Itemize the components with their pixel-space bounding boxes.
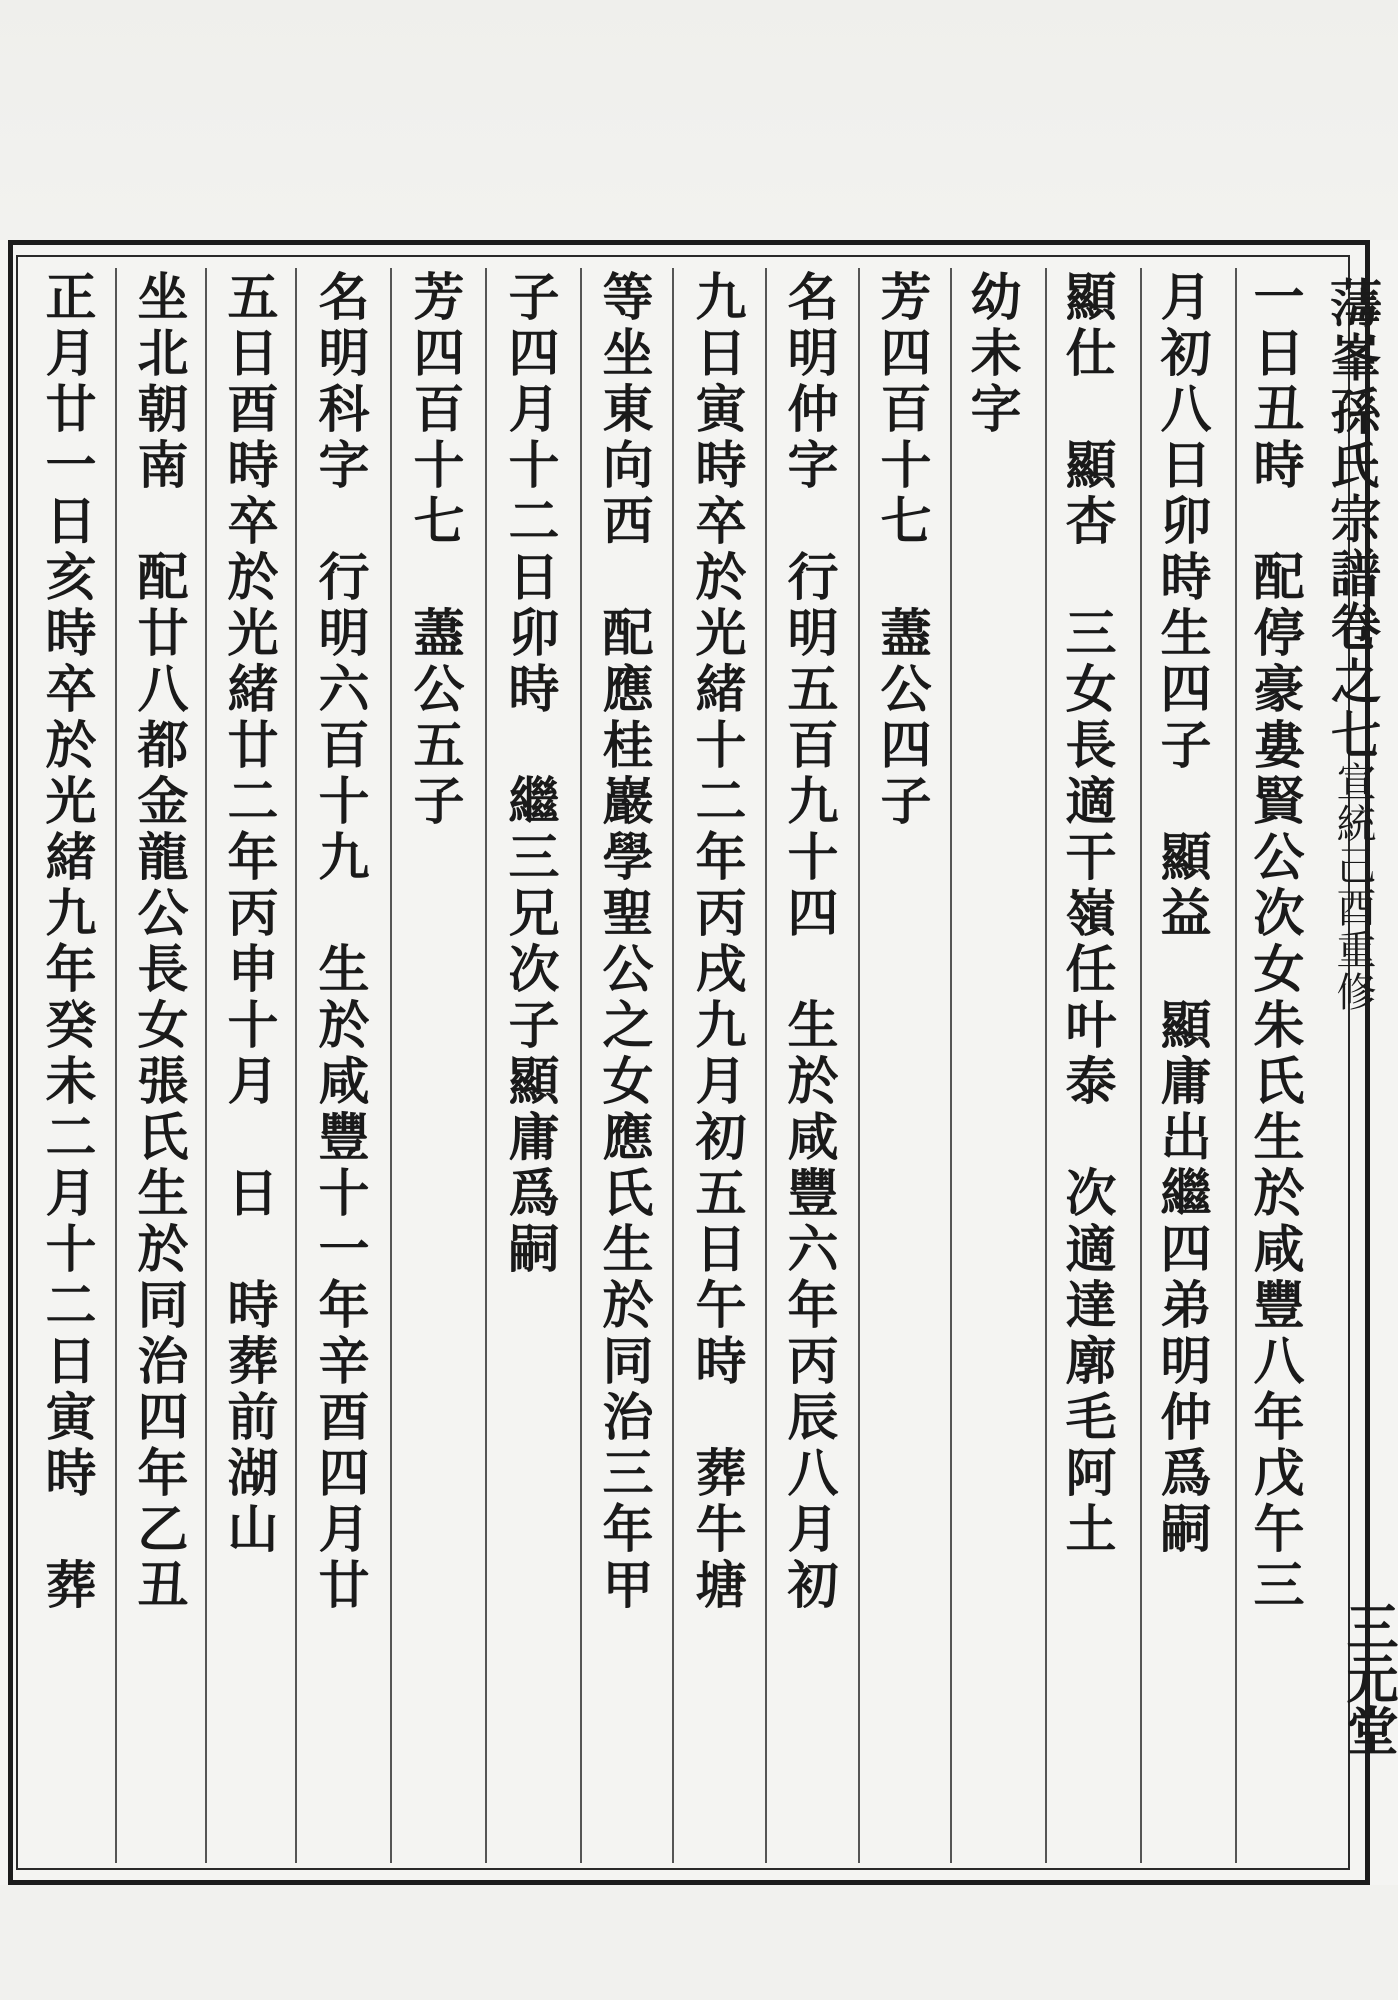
text-column-1: 一日丑時 配停豪婁賢公次女朱氏生於咸豐八年戊午三 [1244, 270, 1304, 1614]
column-rule [580, 268, 582, 1863]
text-column-7: 九日寅時卒於光緒十二年丙戌九月初五日午時 葬牛塘 [686, 270, 746, 1614]
column-rule [950, 268, 952, 1863]
column-rule [485, 268, 487, 1863]
column-rule [1235, 268, 1237, 1863]
text-column-8: 等坐東向西 配應桂巖學聖公之女應氏生於同治三年甲 [593, 270, 653, 1614]
column-rule [672, 268, 674, 1863]
column-rule [390, 268, 392, 1863]
text-column-3: 顯仕 顯杏 三女長適干嶺任叶泰 次適達廓毛阿土 [1056, 270, 1116, 1558]
text-column-13: 坐北朝南 配廿八都金龍公長女張氏生於同治四年乙丑 [128, 270, 188, 1614]
column-rule [1045, 268, 1047, 1863]
column-rule [765, 268, 767, 1863]
edition-label: 宣統己酉重修 [1330, 761, 1376, 1013]
text-column-6: 名明仲字 行明五百九十四 生於咸豐六年丙辰八月初 [778, 270, 838, 1614]
book-title: 𦺇峯孫氏宗譜 [1323, 275, 1384, 599]
hall-name: 三元堂 [1337, 1600, 1398, 1756]
top-margin [0, 0, 1398, 240]
text-column-4: 幼未字 [961, 270, 1021, 438]
text-column-2: 月初八日卯時生四子 顯益 顯庸出繼四弟明仲爲嗣 [1151, 270, 1211, 1558]
text-column-10: 芳四百十七 藎公五子 [404, 270, 464, 830]
column-rule [858, 268, 860, 1863]
page-frame-inner [16, 255, 1350, 1870]
volume-label: 卷之七 [1323, 599, 1384, 761]
column-rule [115, 268, 117, 1863]
text-column-12: 五日酉時卒於光緒廿二年丙申十月 日 時葬前湖山 [218, 270, 278, 1558]
text-column-9: 子四月十二日卯時 繼三兄次子顯庸爲嗣 [499, 270, 559, 1278]
bottom-margin [0, 1885, 1398, 2000]
text-column-14: 正月廿一日亥時卒於光緒九年癸未二月十二日寅時 葬 [36, 270, 96, 1614]
column-rule [1140, 268, 1142, 1863]
column-rule [205, 268, 207, 1863]
text-column-5: 芳四百十七 藎公四子 [871, 270, 931, 830]
text-column-11: 名明科字 行明六百十九 生於咸豐十一年辛酉四月廿 [309, 270, 369, 1614]
column-rule [295, 268, 297, 1863]
